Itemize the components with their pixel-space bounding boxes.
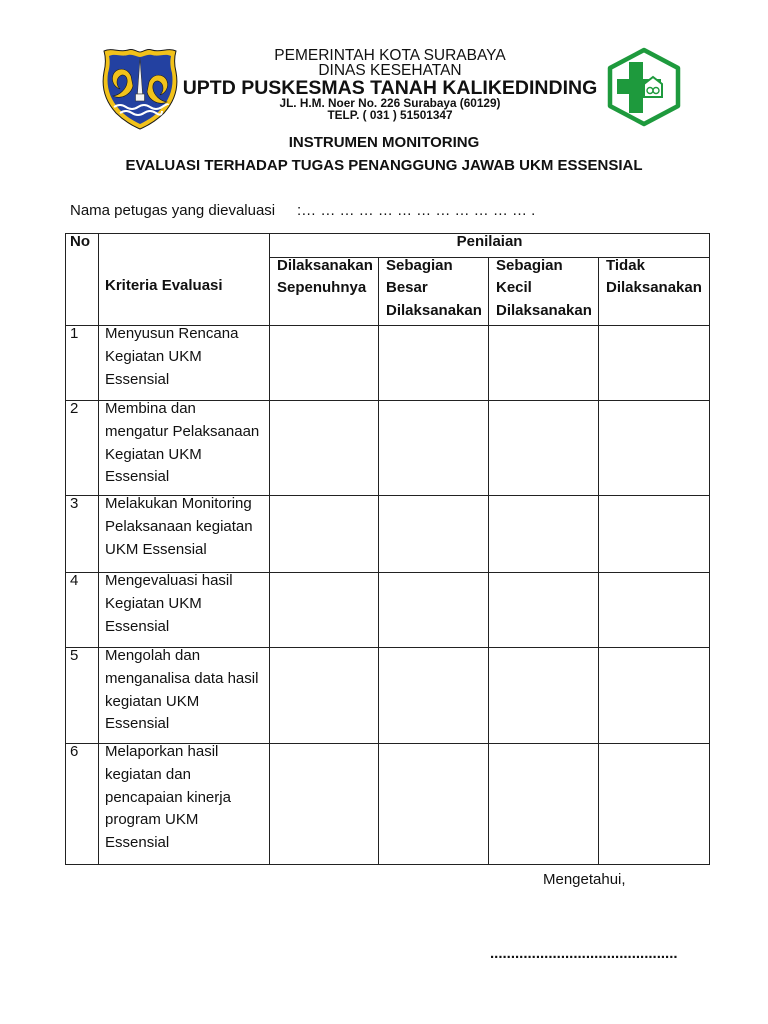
evaluee-label: Nama petugas yang dievaluasi: [70, 202, 276, 219]
rating-cell-full: [270, 401, 379, 496]
rating-cell-full: [270, 326, 379, 401]
row-number-cell: [66, 573, 99, 648]
criteria-line: kegiatan dan: [105, 765, 191, 783]
header-no: No: [70, 233, 90, 250]
row-number: 1: [70, 325, 79, 343]
evaluation-table: [65, 233, 710, 865]
criteria-cell: [99, 326, 270, 401]
criteria-line: Menyusun Rencana: [105, 325, 239, 343]
rating-cell-not: [599, 573, 710, 648]
rating-cell-full: [270, 648, 379, 744]
criteria-text: [99, 323, 269, 391]
document-subtitle: EVALUASI TERHADAP TUGAS PENANGGUNG JAWAB UKM ESSENSIAL: [125, 157, 643, 174]
header-rating-not: [599, 255, 709, 300]
monument-base: [136, 94, 145, 101]
row-number-cell: [66, 496, 99, 573]
header-criteria-cell: [99, 234, 270, 326]
acknowledged-label: Mengetahui,: [543, 871, 626, 888]
criteria-line: Essensial: [105, 468, 170, 486]
criteria-text: [99, 493, 269, 561]
rating-cell-not: [599, 648, 710, 744]
criteria-line: mengatur Pelaksanaan: [105, 422, 260, 440]
surabaya-emblem-icon: [100, 46, 180, 130]
criteria-cell: [99, 496, 270, 573]
criteria-line: program UKM: [105, 811, 199, 829]
table-row: [66, 573, 710, 648]
rating-cell-not: [599, 401, 710, 496]
department-name: DINAS KESEHATAN: [318, 62, 462, 79]
criteria-cell: [99, 401, 270, 496]
criteria-text: [99, 741, 269, 854]
rating-cell-mostly: [379, 648, 489, 744]
header-rating-line: Kecil: [496, 279, 532, 297]
header-rating-not-cell: [599, 257, 710, 326]
criteria-line: Kegiatan UKM: [105, 445, 202, 463]
table-row: [66, 496, 710, 573]
rating-cell-not: [599, 496, 710, 573]
header-rating-full-cell: [270, 257, 379, 326]
rating-cell-mostly: [379, 573, 489, 648]
header-row: [66, 234, 710, 258]
header-rating-line: Sebagian: [386, 256, 453, 274]
clinic-address: JL. H.M. Noer No. 226 Surabaya (60129): [279, 96, 501, 110]
criteria-line: Essensial: [105, 833, 170, 851]
criteria-line: Essensial: [105, 617, 170, 635]
header-rating-full: [270, 255, 378, 300]
criteria-line: Mengevaluasi hasil: [105, 572, 233, 590]
rating-cell-partly: [489, 744, 599, 865]
row-number-cell: [66, 326, 99, 401]
table-row: [66, 326, 710, 401]
rating-cell-partly: [489, 401, 599, 496]
criteria-text: [99, 645, 269, 735]
header-rating-mostly: [379, 255, 488, 323]
row-number-cell: [66, 401, 99, 496]
document-title: INSTRUMEN MONITORING: [288, 134, 480, 151]
header-assessment-cell: [270, 234, 710, 258]
header-rating-partly-cell: [489, 257, 599, 326]
row-number: 6: [70, 743, 79, 761]
header-rating-line: Dilaksanakan: [386, 301, 482, 319]
header-criteria: Kriteria Evaluasi: [105, 277, 223, 294]
rating-cell-mostly: [379, 744, 489, 865]
row-number-cell: [66, 744, 99, 865]
rating-cell-full: [270, 744, 379, 865]
criteria-line: Kegiatan UKM: [105, 594, 202, 612]
rating-cell-mostly: [379, 326, 489, 401]
table-row: [66, 401, 710, 496]
criteria-text: [99, 570, 269, 638]
header-assessment: Penilaian: [456, 233, 523, 250]
header-rating-line: Sepenuhnya: [277, 279, 367, 297]
criteria-line: Kegiatan UKM: [105, 347, 202, 365]
rating-cell-partly: [489, 326, 599, 401]
header-rating-partly: [489, 255, 598, 323]
clinic-phone: TELP. ( 031 ) 51501347: [327, 108, 453, 122]
header-rating-mostly-cell: [379, 257, 489, 326]
signature-line: .............................................: [490, 945, 678, 962]
header-rating-line: Dilaksanakan: [277, 256, 373, 274]
row-number-cell: [66, 648, 99, 744]
criteria-cell: [99, 744, 270, 865]
header-rating-line: Dilaksanakan: [496, 301, 592, 319]
header-rating-line: Dilaksanakan: [606, 279, 702, 297]
puskesmas-logo-graphic: [606, 47, 682, 127]
table-row: [66, 744, 710, 865]
rating-cell-not: [599, 744, 710, 865]
table-row: [66, 648, 710, 744]
rating-cell-partly: [489, 573, 599, 648]
criteria-line: kegiatan UKM: [105, 692, 200, 710]
rating-cell-full: [270, 496, 379, 573]
row-number: 3: [70, 495, 79, 513]
row-number: 2: [70, 400, 79, 418]
criteria-line: Pelaksanaan kegiatan: [105, 517, 253, 535]
surabaya-emblem-graphic: [100, 46, 180, 130]
criteria-cell: [99, 648, 270, 744]
header-rating-line: Sebagian: [496, 256, 563, 274]
row-number: 5: [70, 647, 79, 665]
rating-cell-not: [599, 326, 710, 401]
row-number: 4: [70, 572, 79, 590]
government-name: PEMERINTAH KOTA SURABAYA: [274, 47, 506, 64]
evaluee-fill-line: :… … … … … … … … … … … … .: [297, 202, 536, 219]
criteria-line: menganalisa data hasil: [105, 669, 259, 687]
criteria-line: Melaporkan hasil: [105, 743, 219, 761]
criteria-text: [99, 398, 269, 488]
header-rating-line: Besar: [386, 279, 428, 297]
criteria-line: Essensial: [105, 370, 170, 388]
criteria-cell: [99, 573, 270, 648]
puskesmas-logo-icon: [606, 47, 682, 127]
rating-cell-mostly: [379, 401, 489, 496]
criteria-line: Mengolah dan: [105, 647, 201, 665]
rating-cell-mostly: [379, 496, 489, 573]
criteria-line: Membina dan: [105, 400, 196, 418]
rating-cell-full: [270, 573, 379, 648]
criteria-line: Melakukan Monitoring: [105, 495, 252, 513]
header-rating-line: Tidak: [606, 256, 645, 274]
criteria-line: pencapaian kinerja: [105, 788, 231, 806]
criteria-line: Essensial: [105, 715, 170, 733]
criteria-line: UKM Essensial: [105, 540, 207, 558]
header-no-cell: [66, 234, 99, 326]
rating-cell-partly: [489, 648, 599, 744]
clinic-name: UPTD PUSKESMAS TANAH KALIKEDINDING: [182, 77, 598, 99]
rating-cell-partly: [489, 496, 599, 573]
